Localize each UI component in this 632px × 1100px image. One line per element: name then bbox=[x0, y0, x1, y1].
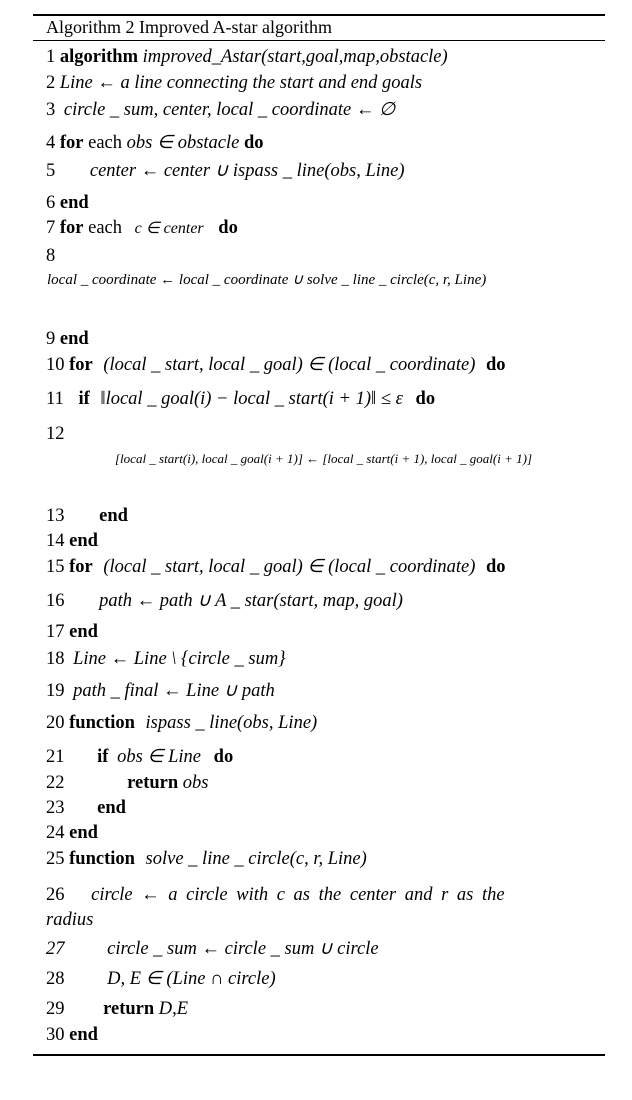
algo-line-30 bbox=[46, 1026, 98, 1045]
line-number: 27 bbox=[46, 939, 65, 959]
keyword: do bbox=[486, 355, 506, 375]
line-number: 1 bbox=[46, 47, 56, 67]
algo-line-10 bbox=[46, 356, 506, 375]
algo-line-2 bbox=[46, 74, 422, 93]
line-number: 16 bbox=[46, 591, 65, 611]
line-number: 25 bbox=[46, 849, 65, 869]
line-number: 15 bbox=[46, 557, 65, 577]
keyword: do bbox=[415, 389, 436, 409]
algo-line-27 bbox=[46, 940, 379, 959]
algo-line-4 bbox=[46, 134, 264, 153]
algo-line-7 bbox=[46, 219, 238, 238]
algo-line-23 bbox=[46, 799, 126, 818]
algo-line-5 bbox=[46, 162, 405, 181]
keyword: for bbox=[69, 557, 93, 577]
keyword: end bbox=[69, 823, 98, 843]
line-number: 24 bbox=[46, 823, 65, 843]
code-text: solve _ line _ circle(c, r, Line) bbox=[145, 849, 367, 869]
code-text: Line ← Line \ {circle _ sum} bbox=[73, 649, 286, 669]
line-number: 26 bbox=[46, 885, 65, 905]
keyword: do bbox=[486, 557, 506, 577]
line-number: 7 bbox=[46, 218, 56, 238]
code-word: each bbox=[88, 133, 123, 153]
keyword: for bbox=[59, 133, 84, 153]
code-text: circle _ sum ← circle _ sum ∪ circle bbox=[107, 939, 379, 959]
keyword: end bbox=[69, 1025, 98, 1045]
code-text: local _ coordinate ← local _ coordinate ∪ solve _ line _ circle(c, r, Line) bbox=[47, 272, 487, 288]
keyword: end bbox=[99, 506, 128, 526]
algo-line-13 bbox=[46, 507, 128, 526]
line-number: 28 bbox=[46, 969, 65, 989]
algo-line-20 bbox=[46, 714, 317, 733]
code-text: path _ final ← Line ∪ path bbox=[73, 681, 275, 701]
code-text: obs ∈ Line bbox=[117, 747, 202, 767]
algo-line-3 bbox=[46, 101, 395, 120]
line-number: 23 bbox=[46, 798, 65, 818]
algorithm-caption: Algorithm 2 Improved A-star algorithm bbox=[46, 17, 332, 37]
keyword: do bbox=[218, 218, 238, 238]
code-text: obs ∈ obstacle bbox=[126, 133, 240, 153]
code-text: circle _ sum, center, local _ coordinate ← ∅ bbox=[63, 100, 396, 120]
algo-line-21 bbox=[46, 748, 233, 767]
algo-line-26-continuation bbox=[46, 911, 93, 930]
code-text: D,E bbox=[158, 999, 189, 1019]
keyword: if bbox=[97, 747, 109, 767]
code-text: Line ← a line connecting the start and end goals bbox=[59, 73, 423, 93]
algo-line-26 bbox=[46, 886, 505, 905]
line-number: 5 bbox=[46, 161, 56, 181]
algo-line-14 bbox=[46, 532, 98, 551]
code-text: (local _ start, local _ goal) ∈ (local _ coordinate) bbox=[103, 557, 476, 577]
algo-line-1 bbox=[46, 48, 448, 67]
line-number: 4 bbox=[46, 133, 56, 153]
keyword: end bbox=[69, 531, 98, 551]
code-text: circle ← a circle with c as the center and r as the bbox=[91, 885, 505, 905]
code-text: path ← path ∪ A _ star(start, map, goal) bbox=[99, 591, 403, 611]
line-number: 2 bbox=[46, 73, 56, 93]
line-number: 29 bbox=[46, 999, 65, 1019]
keyword: do bbox=[243, 133, 264, 153]
keyword: function bbox=[69, 713, 135, 733]
keyword: for bbox=[59, 218, 84, 238]
code-text: (local _ start, local _ goal) ∈ (local _ coordinate) bbox=[103, 355, 476, 375]
code-text: D, E ∈ (Line ∩ circle) bbox=[107, 969, 276, 989]
keyword: end bbox=[59, 193, 89, 213]
top-rule bbox=[33, 14, 605, 16]
line-number: 11 bbox=[46, 389, 64, 409]
algo-line-28 bbox=[46, 970, 276, 989]
code-text: c ∈ center bbox=[134, 220, 204, 237]
code-text: ‖local _ goal(i) − local _ start(i + 1)‖ ≤ ε bbox=[100, 389, 403, 409]
keyword: if bbox=[78, 389, 90, 409]
code-text: [local _ start(i), local _ goal(i + 1)] ← [local _ start(i + 1), local _ goal(i + 1)] bbox=[115, 451, 533, 466]
keyword: end bbox=[59, 329, 89, 349]
algo-line-19 bbox=[46, 682, 275, 701]
algo-line-15 bbox=[46, 558, 506, 577]
algo-line-17 bbox=[46, 623, 98, 642]
algo-line-29 bbox=[46, 1000, 188, 1019]
code-text: center ← center ∪ ispass _ line(obs, Line) bbox=[89, 161, 405, 181]
algo-line-8-continuation bbox=[47, 273, 486, 288]
line-number: 20 bbox=[46, 713, 65, 733]
line-number: 13 bbox=[46, 506, 65, 526]
line-number: 30 bbox=[46, 1025, 65, 1045]
keyword: return bbox=[103, 999, 155, 1019]
line-number: 9 bbox=[46, 329, 56, 349]
line-number: 14 bbox=[46, 531, 65, 551]
line-number: 22 bbox=[46, 773, 65, 793]
line-number: 12 bbox=[46, 424, 65, 444]
line-number: 10 bbox=[46, 355, 65, 375]
algo-line-11 bbox=[46, 390, 435, 409]
keyword: algorithm bbox=[59, 47, 138, 67]
algo-line-9 bbox=[46, 330, 89, 349]
line-number: 21 bbox=[46, 747, 65, 767]
keyword: end bbox=[97, 798, 126, 818]
line-number: 3 bbox=[46, 100, 56, 120]
code-text: radius bbox=[46, 910, 94, 930]
algo-line-6 bbox=[46, 194, 89, 213]
code-word: each bbox=[88, 218, 123, 238]
keyword: return bbox=[127, 773, 179, 793]
keyword: for bbox=[69, 355, 93, 375]
caption-rule bbox=[33, 40, 605, 41]
code-text: obs bbox=[182, 773, 209, 793]
line-number: 17 bbox=[46, 622, 65, 642]
keyword: end bbox=[69, 622, 98, 642]
algo-line-12 bbox=[46, 425, 65, 444]
line-number: 19 bbox=[46, 681, 65, 701]
code-text: ispass _ line(obs, Line) bbox=[145, 713, 318, 733]
algo-line-16 bbox=[46, 592, 403, 611]
keyword: function bbox=[69, 849, 135, 869]
line-number: 18 bbox=[46, 649, 65, 669]
bottom-rule bbox=[33, 1054, 605, 1056]
algo-line-8 bbox=[46, 247, 55, 266]
keyword: do bbox=[213, 747, 234, 767]
line-number: 8 bbox=[46, 246, 56, 266]
code-text: improved_Astar(start,goal,map,obstacle) bbox=[142, 47, 448, 67]
algo-line-18 bbox=[46, 650, 286, 669]
algo-line-25 bbox=[46, 850, 367, 869]
algo-line-22 bbox=[46, 774, 209, 793]
algo-line-24 bbox=[46, 824, 98, 843]
line-number: 6 bbox=[46, 193, 56, 213]
algo-line-12-continuation bbox=[115, 452, 532, 465]
